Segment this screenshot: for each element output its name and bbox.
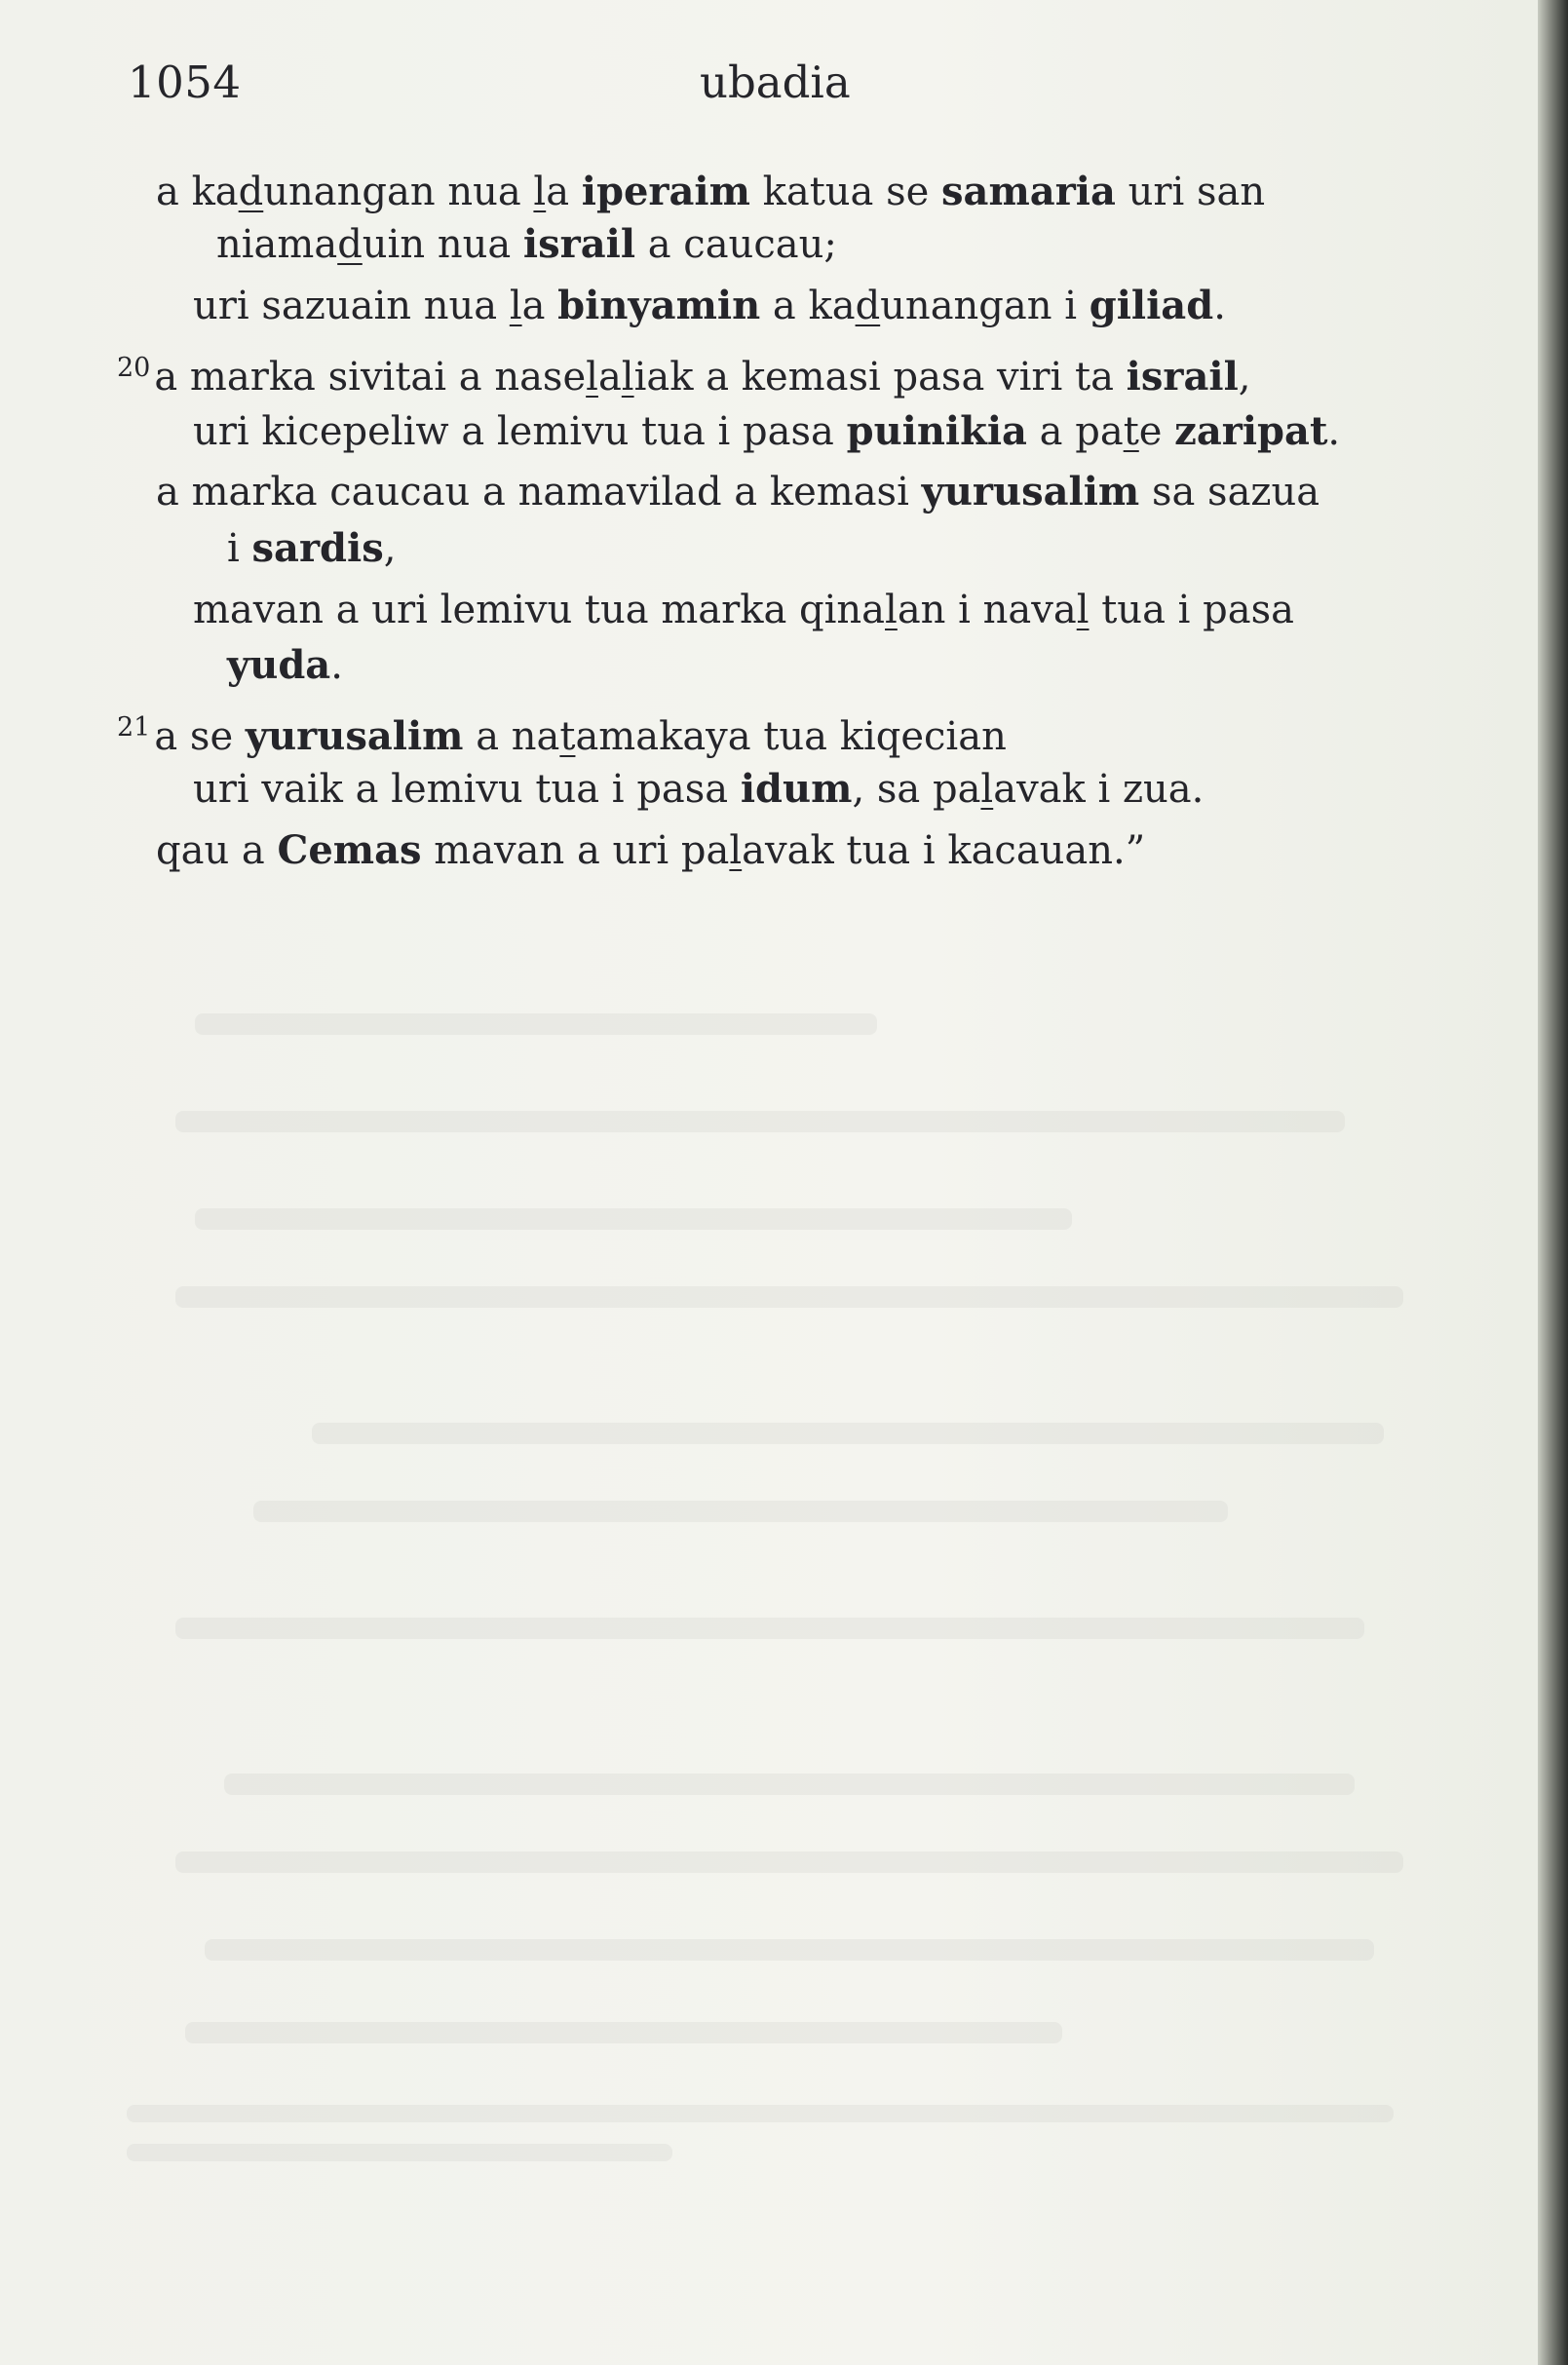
text-line: yuda. xyxy=(227,642,343,688)
text-line: $^{21}$ a se yurusalim a natamakaya tua kiqecian xyxy=(117,712,1007,759)
text-line: i sardis, xyxy=(227,525,397,571)
text-line: $^{20}$ a marka sivitai a naselaliak a kemasi pasa viri ta israil, xyxy=(117,353,1251,400)
text-line: uri vaik a lemivu tua i pasa idum, sa palavak i zua. xyxy=(193,766,1205,812)
text-line: a marka caucau a namavilad a kemasi yurusalim sa sazua xyxy=(156,469,1320,515)
text-line: uri kicepeliw a lemivu tua i pasa puinikia a pate zaripat. xyxy=(193,408,1341,454)
text-line: a kadunangan nua la iperaim katua se samaria uri san xyxy=(156,169,1266,214)
page-number: 1054 xyxy=(128,57,242,108)
text-line: uri sazuain nua la binyamin a kadunangan i giliad. xyxy=(193,283,1226,328)
text-line: niamaduin nua israil a caucau; xyxy=(216,221,837,267)
page-title: ubadia xyxy=(700,57,851,108)
text-line: mavan a uri lemivu tua marka qinalan i naval tua i pasa xyxy=(193,588,1294,632)
text-line: qau a Cemas mavan a uri palavak tua i kacauan.” xyxy=(156,827,1146,873)
verse-number: 21 xyxy=(117,712,151,743)
verse-number: 20 xyxy=(117,353,151,383)
page-edge-shadow xyxy=(1538,0,1568,2365)
